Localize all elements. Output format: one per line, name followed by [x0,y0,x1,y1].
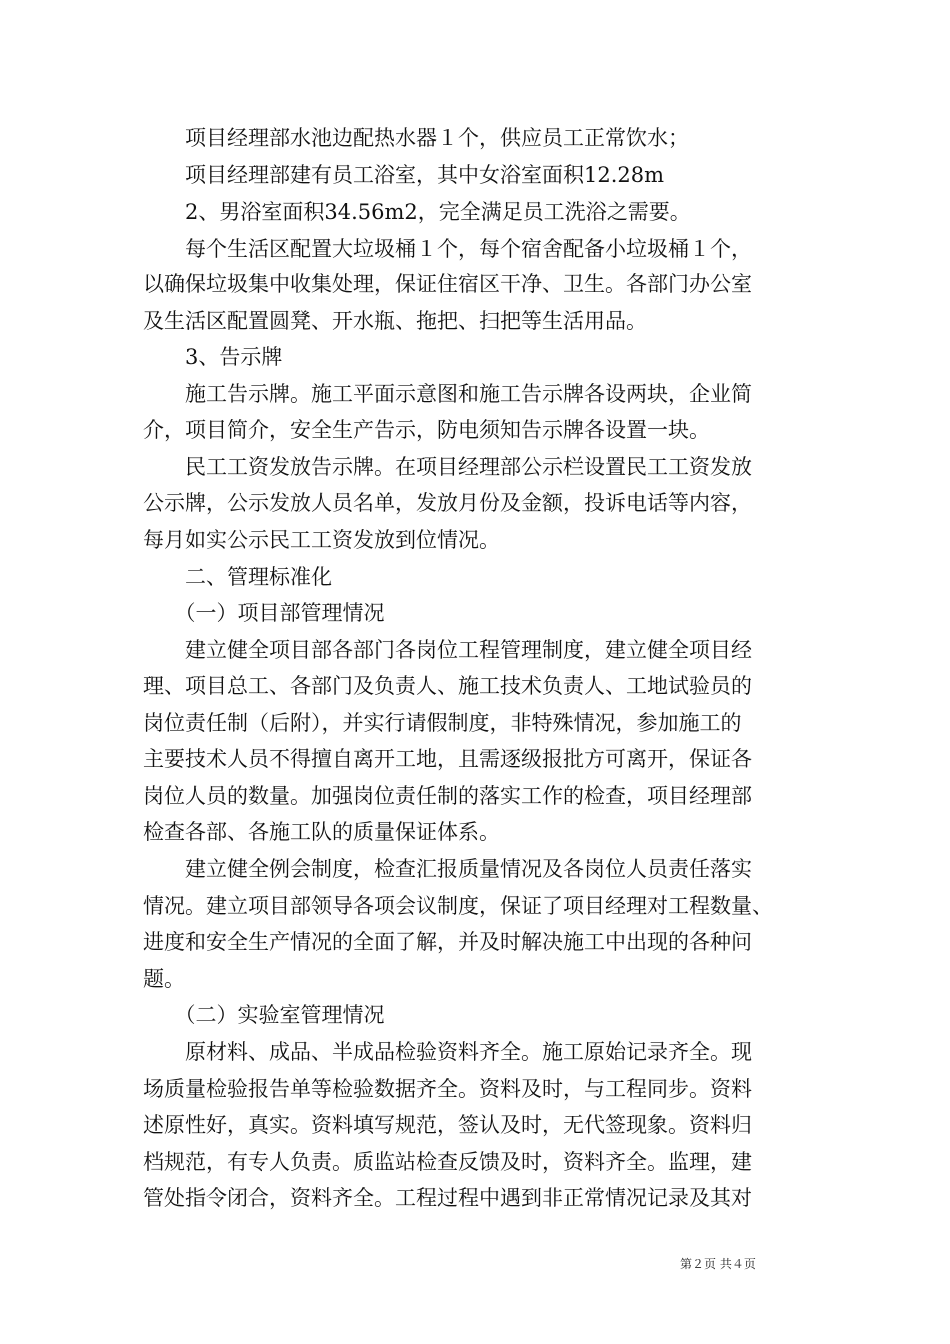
text-line: 建立健全例会制度，检查汇报质量情况及各岗位人员责任落实 [143,857,752,881]
text-line: 施工告示牌。施工平面示意图和施工告示牌各设两块，企业简 [143,382,752,406]
text-line: 岗位责任制（后附），并实行请假制度，非特殊情况，参加施工的 [143,711,742,735]
text-line: 述原性好，真实。资料填写规范，签认及时，无代签现象。资料归 [143,1113,752,1137]
text-line: 场质量检验报告单等检验数据齐全。资料及时，与工程同步。资料 [143,1077,752,1101]
subsection-heading: （一）项目部管理情况 [143,601,385,625]
page-number-footer: 第２页 共４页 [680,1257,756,1271]
text-line: 2、男浴室面积34.56m2，完全满足员工洗浴之需要。 [143,200,691,224]
text-line: 民工工资发放告示牌。在项目经理部公示栏设置民工工资发放 [143,455,752,479]
text-line: 每个生活区配置大垃圾桶１个，每个宿舍配备小垃圾桶１个， [143,237,752,261]
text-line: 以确保垃圾集中收集处理，保证住宿区干净、卫生。各部门办公室 [143,272,752,296]
text-line: 项目经理部建有员工浴室，其中女浴室面积12.28m [143,163,665,187]
text-line: 项目经理部水池边配热水器１个，供应员工正常饮水； [143,126,689,150]
text-line: 理、项目总工、各部门及负责人、施工技术负责人、工地试验员的 [143,674,752,698]
text-line: 档规范，有专人负责。质监站检查反馈及时，资料齐全。监理，建 [143,1150,752,1174]
text-line: 主要技术人员不得擅自离开工地，且需逐级报批方可离开，保证各 [143,747,752,771]
section-heading: 二、管理标准化 [143,565,332,589]
text-line: 建立健全项目部各部门各岗位工程管理制度，建立健全项目经 [143,638,752,662]
text-line: 管处指令闭合，资料齐全。工程过程中遇到非正常情况记录及其对 [143,1186,752,1210]
text-line: 岗位人员的数量。加强岗位责任制的落实工作的检查，项目经理部 [143,784,752,808]
text-line: 介，项目简介，安全生产告示，防电须知告示牌各设置一块。 [143,418,710,442]
text-line: 检查各部、各施工队的质量保证体系。 [143,820,500,844]
text-line: 公示牌，公示发放人员名单，发放月份及金额，投诉电话等内容， [143,491,752,515]
text-line: 进度和安全生产情况的全面了解，并及时解决施工中出现的各种问 [143,930,752,954]
text-line: 原材料、成品、半成品检验资料齐全。施工原始记录齐全。现 [143,1040,752,1064]
section-heading: 3、告示牌 [143,345,283,369]
subsection-heading: （二）实验室管理情况 [143,1003,385,1027]
text-line: 题。 [143,967,185,991]
text-line: 及生活区配置圆凳、开水瓶、拖把、扫把等生活用品。 [143,309,647,333]
text-line: 情况。建立项目部领导各项会议制度，保证了项目经理对工程数量、 [143,894,773,918]
text-line: 每月如实公示民工工资发放到位情况。 [143,528,500,552]
